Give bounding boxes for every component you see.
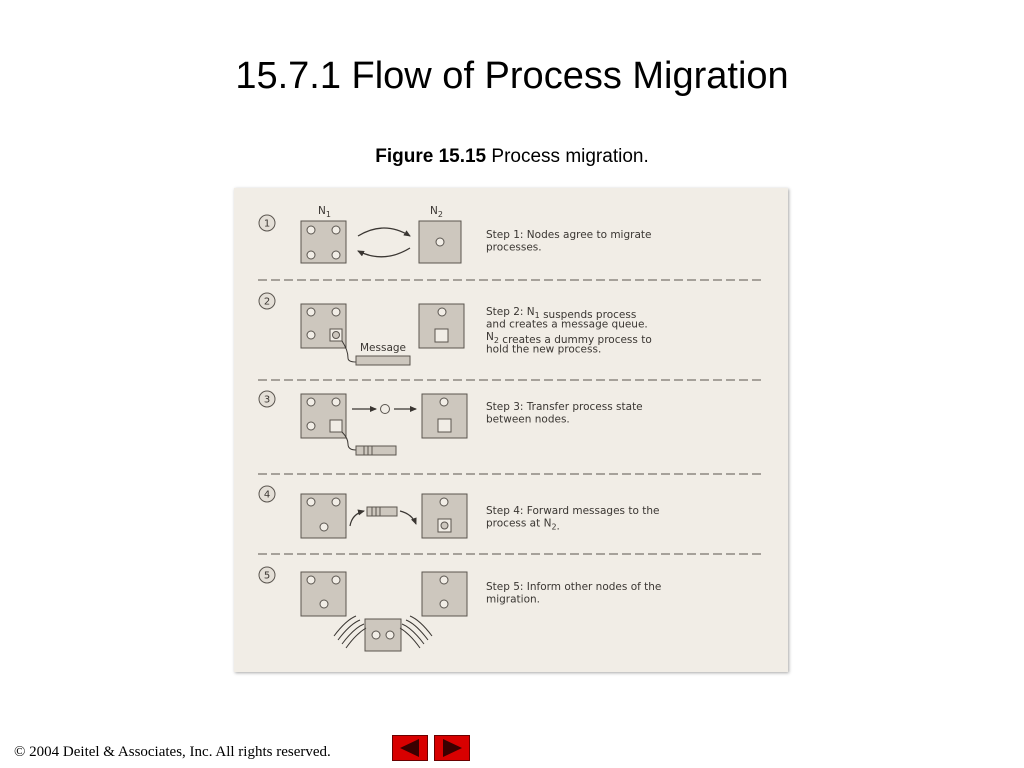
- broadcast-waves-left: [334, 616, 366, 648]
- process-icon: [332, 251, 340, 259]
- process-icon: [441, 522, 448, 529]
- process-icon: [332, 576, 340, 584]
- process-icon: [440, 498, 448, 506]
- step-description-line: Step 1: Nodes agree to migrate: [486, 229, 652, 241]
- process-icon: [386, 631, 394, 639]
- queue-link: [342, 341, 356, 362]
- copyright-footer: [14, 742, 331, 762]
- suspended-process-icon: [330, 420, 342, 432]
- step-number: 2: [263, 296, 271, 308]
- process-icon: [320, 523, 328, 531]
- process-icon: [440, 576, 448, 584]
- dummy-process-icon: [438, 419, 451, 432]
- node1-label: $N_1$: [318, 205, 331, 219]
- right-triangle-icon: [435, 736, 469, 760]
- step2-graphic: [301, 304, 464, 365]
- process-icon: [440, 600, 448, 608]
- step4-graphic: [301, 494, 467, 538]
- process-state-icon: [381, 405, 390, 414]
- step-description-line: hold the new process.: [486, 343, 602, 356]
- figure-caption-text: Process migration.: [491, 146, 649, 167]
- process-migration-diagram: [234, 188, 788, 672]
- process-icon: [332, 226, 340, 234]
- node2-label: $N_2$: [430, 205, 443, 219]
- left-triangle-icon: [393, 736, 427, 760]
- message-label: Message: [360, 342, 407, 354]
- previous-slide-button[interactable]: [392, 735, 428, 761]
- step-description-line: processes.: [486, 241, 542, 254]
- step-description-line: Step 4: Forward messages to the: [486, 505, 660, 517]
- message-queue: [356, 356, 410, 365]
- process-icon: [320, 600, 328, 608]
- step-description-line: $N_2$ creates a dummy process to: [486, 331, 652, 346]
- process-icon: [438, 308, 446, 316]
- process-icon: [332, 308, 340, 316]
- figure-caption: [0, 145, 1024, 169]
- process-icon: [333, 332, 340, 339]
- step-number: 3: [263, 394, 271, 406]
- step-description-line: Step 3: Transfer process state: [486, 401, 643, 413]
- step1-graphic: [301, 221, 461, 263]
- message-queue: [356, 446, 396, 455]
- step-description-line: migration.: [486, 593, 541, 606]
- process-icon: [307, 498, 315, 506]
- process-icon: [307, 226, 315, 234]
- process-icon: [307, 398, 315, 406]
- step-description-line: between nodes.: [486, 413, 570, 426]
- process-icon: [332, 498, 340, 506]
- agree-arrow-right: [358, 228, 410, 236]
- process-icon: [307, 422, 315, 430]
- step-number: 1: [263, 218, 271, 230]
- step3-graphic: [301, 394, 467, 455]
- step-description-line: Step 2: $N_1$ suspends process: [486, 306, 637, 321]
- queue-link: [342, 432, 356, 450]
- slide-title: 15.7.1 Flow of Process Migration: [235, 55, 789, 97]
- copyright-text: 2004 Deitel & Associates, Inc. All rights reserved.: [25, 744, 331, 760]
- process-icon: [436, 238, 444, 246]
- forward-arrow-in: [350, 511, 364, 526]
- process-icon: [332, 398, 340, 406]
- process-icon: [307, 576, 315, 584]
- process-migration-figure: [234, 188, 788, 672]
- broadcast-waves-right: [400, 616, 432, 648]
- step-number: 4: [263, 489, 271, 501]
- next-slide-button[interactable]: [434, 735, 470, 761]
- process-icon: [307, 308, 315, 316]
- step-description-line: Step 5: Inform other nodes of the: [486, 581, 662, 593]
- step-description-line: process at $N_2$.: [486, 517, 560, 533]
- step-description-line: and creates a message queue.: [486, 318, 648, 331]
- step5-graphic: [301, 572, 467, 651]
- copyright-symbol: ©: [14, 744, 26, 760]
- forward-arrow-out: [400, 511, 416, 524]
- figure-number: Figure 15.15: [375, 146, 487, 167]
- agree-arrow-left: [358, 248, 410, 257]
- process-icon: [372, 631, 380, 639]
- step-number: 5: [263, 570, 271, 582]
- dummy-process-icon: [435, 329, 448, 342]
- process-icon: [307, 331, 315, 339]
- process-icon: [440, 398, 448, 406]
- other-node: [365, 619, 401, 651]
- process-icon: [307, 251, 315, 259]
